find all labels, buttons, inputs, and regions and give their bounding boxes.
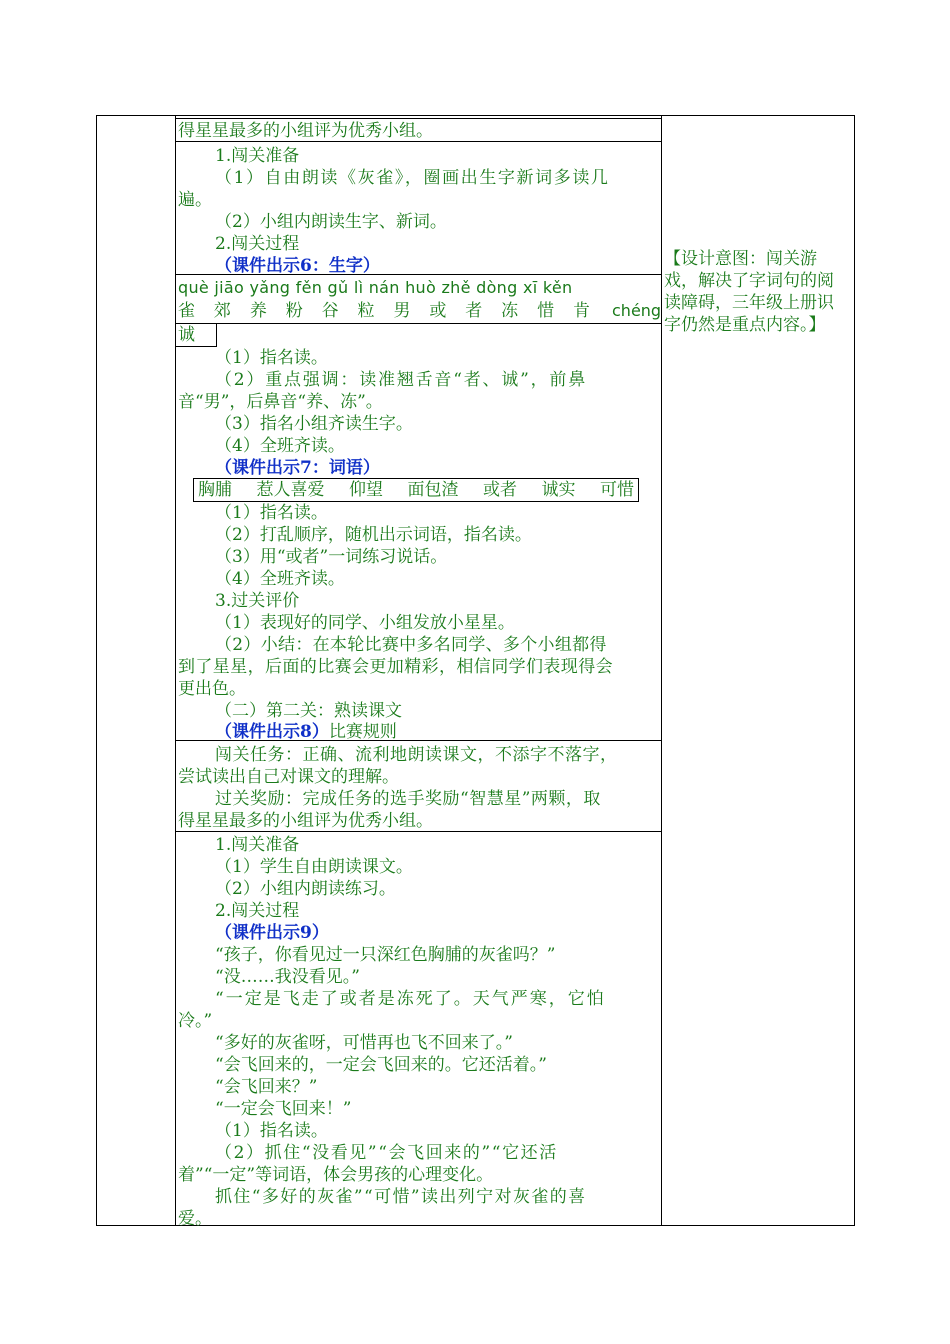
text-line: （2）打乱顺序，随机出示词语，指名读。 [215,525,532,545]
text-line: 音“男”，后鼻音“养、冻”。 [178,392,383,412]
word-item: 胸脯 [198,480,232,500]
text-line: （2）小组内朗读生字、新词。 [215,212,447,232]
word-item: 可惜 [600,480,634,500]
character-item: 冻 [501,301,519,321]
pinyin-row: què jiāo yǎng fěn gǔ lì nán huò zhě dòng xī kěn [178,278,573,297]
section-heading: 1.闯关准备 [215,835,300,855]
pinyin-tail: chéng [612,301,662,320]
word-item: 仰望 [349,480,383,500]
text-line: （1）学生自由朗读课文。 [215,857,413,877]
text-line: （1）表现好的同学、小组发放小星星。 [215,613,515,633]
courseware-label: （课件出示9） [215,923,329,943]
word-item: 面包渣 [407,480,459,500]
text-line: 闯关任务：正确、流利地朗读课文，不添字不落字， [215,745,618,765]
text-line: （2）重点强调：读准翘舌音“者、诚”，前鼻 [215,370,587,390]
word-item: 惹人喜爱 [256,480,325,500]
text-line: （1）自由朗读《灰雀》，圈画出生字新词多读几 [215,168,610,188]
section-heading: 2.闯关过程 [215,234,300,254]
text-line: （2）抓住“没看见”“会飞回来的”“它还活 [215,1143,558,1163]
dialogue-line: 冷。” [178,1011,213,1031]
dialogue-line: “一定会飞回来！” [215,1099,352,1119]
dialogue-line: “会飞回来的，一定会飞回来的。它还活着。” [215,1055,547,1075]
courseware-label: （课件出示6：生字） [215,256,380,276]
character-item: 粉 [285,301,303,321]
character-item: 郊 [213,301,231,321]
character-item: 者 [465,301,483,321]
section-heading: 1.闯关准备 [215,146,300,166]
dialogue-line: “多好的灰雀呀，可惜再也飞不回来了。” [215,1033,513,1053]
text-line: 更出色。 [178,679,246,699]
character-item: 肯 [572,301,590,321]
text-line: 着”“一定”等词语，体会男孩的心理变化。 [178,1165,494,1185]
words-row [198,479,634,501]
character-item: 或 [429,301,447,321]
text-line: （4）全班齐读。 [215,569,345,589]
rules-title: 比赛规则 [328,722,397,742]
courseware-label: （课件出示8） [215,722,329,742]
word-item: 诚实 [541,480,576,500]
characters-row [178,300,590,322]
character-item: 惜 [537,301,555,321]
text-line: （1）指名读。 [215,503,328,523]
character-item: 养 [249,301,267,321]
text-line: 遍。 [178,190,212,210]
text-line: 得星星最多的小组评为优秀小组。 [178,811,433,831]
dialogue-line: “一定是飞走了或者是冻死了。天气严寒，它怕 [215,989,606,1009]
character-item: 男 [393,301,411,321]
text-line: 爱。 [178,1209,212,1229]
text-line: （1）指名读。 [215,1121,328,1141]
character-tail: 诚 [178,325,195,345]
text-line: （3）指名小组齐读生字。 [215,414,413,434]
dialogue-line: “会飞回来？” [215,1077,318,1097]
character-item: 雀 [178,301,195,321]
text-line: （4）全班齐读。 [215,436,345,456]
character-item: 粒 [357,301,375,321]
text-line: 尝试读出自己对课文的理解。 [178,767,399,787]
text-line: 到了星星，后面的比赛会更加精彩，相信同学们表现得会 [178,657,613,677]
text-line: （1）指名读。 [215,348,328,368]
text-line: （2）小结：在本轮比赛中多名同学、多个小组都得 [215,635,607,655]
courseware-line [215,721,397,743]
word-item: 或者 [483,480,517,500]
dialogue-line: “孩子，你看见过一只深红色胸脯的灰雀吗？” [215,945,556,965]
text-line: （2）小组内朗读练习。 [215,879,396,899]
design-intent-note: 【设计意图：闯关游戏，解决了字词句的阅读障碍，三年级上册识字仍然是重点内容。】 [664,249,834,335]
courseware-label: （课件出示7：词语） [215,458,380,478]
text-line: 抓住“多好的灰雀”“可惜”读出列宁对灰雀的喜 [215,1187,587,1207]
section-heading: （二）第二关：熟读课文 [215,701,402,721]
section-heading: 3.过关评价 [215,591,300,611]
text-line: 得星星最多的小组评为优秀小组。 [178,121,433,141]
character-item: 谷 [321,301,339,321]
section-heading: 2.闯关过程 [215,901,300,921]
text-line: 过关奖励：完成任务的选手奖励“智慧星”两颗，取 [215,789,601,809]
text-line: （3）用“或者”一词练习说话。 [215,547,448,567]
dialogue-line: “没……我没看见。” [215,967,360,987]
